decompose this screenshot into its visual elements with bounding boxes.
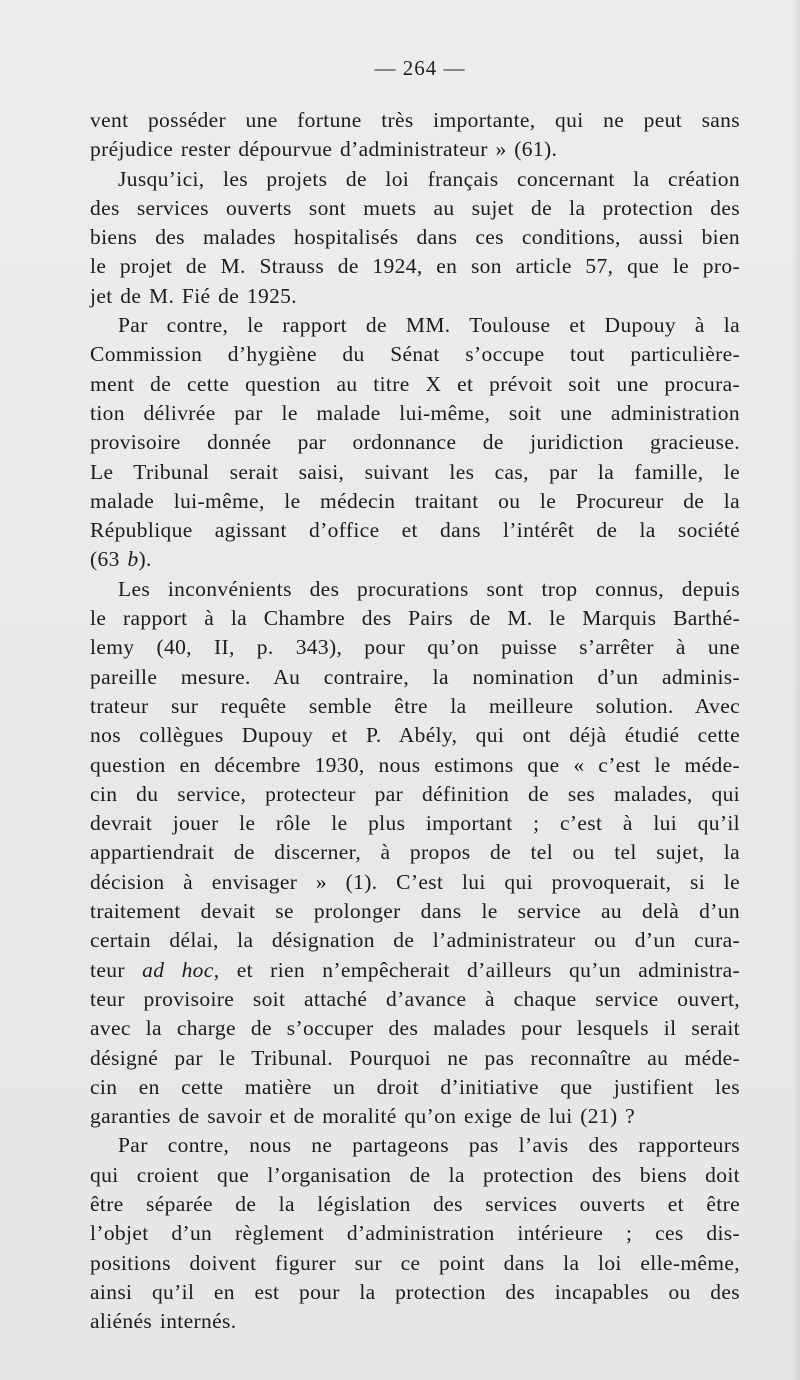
- text-line: qui croient que l’organisation de la protection des biens doit: [90, 1162, 740, 1187]
- text-line: appartiendrait de discerner, à propos de tel ou tel sujet, la: [90, 840, 740, 865]
- text-line: lemy (40, II, p. 343), pour qu’on puisse s’arrêter à une: [90, 635, 740, 660]
- text-line: cin en cette matière un droit d’initiative que justifient les: [90, 1074, 740, 1099]
- text-line: le projet de M. Strauss de 1924, en son article 57, que le pro-: [90, 254, 740, 279]
- text-line: traitement devait se prolonger dans le service au delà d’un: [90, 899, 740, 924]
- text-line: être séparée de la législation des services ouverts et être: [90, 1191, 740, 1216]
- text-line: biens des malades hospitalisés dans ces conditions, aussi bien: [90, 225, 740, 250]
- page-number: — 264 —: [374, 56, 466, 80]
- text-line: préjudice rester dépourvue d’administrateur » (61).: [90, 137, 558, 162]
- text-line: trateur sur requête semble être la meilleure solution. Avec: [90, 693, 740, 718]
- text-line: l’objet d’un règlement d’administration intérieure ; ces dis-: [90, 1221, 740, 1246]
- text-line: Jusqu’ici, les projets de loi français concernant la création: [118, 166, 740, 191]
- text-line: le rapport à la Chambre des Pairs de M. le Marquis Barthé-: [90, 606, 740, 631]
- text-line: positions doivent figurer sur ce point dans la loi elle-même,: [90, 1250, 740, 1275]
- text-line: (63 b).: [90, 547, 152, 572]
- text-line: Les inconvénients des procurations sont trop connus, depuis: [118, 576, 740, 601]
- text-line: avec la charge de s’occuper des malades pour lesquels il serait: [90, 1016, 740, 1041]
- text-line: Par contre, nous ne partageons pas l’avis des rapporteurs: [118, 1133, 740, 1158]
- text-line: Commission d’hygiène du Sénat s’occupe tout particulière-: [90, 342, 740, 367]
- text-line: des services ouverts sont muets au sujet de la protection des: [90, 195, 740, 220]
- text-line: question en décembre 1930, nous estimons que « c’est le méde-: [90, 752, 740, 777]
- text-line: ment de cette question au titre X et prévoit soit une procura-: [90, 371, 740, 396]
- text-line: pareille mesure. Au contraire, la nomination d’un adminis-: [90, 664, 740, 689]
- text-line: décision à envisager » (1). C’est lui qui provoquerait, si le: [90, 869, 740, 894]
- text-line: Le Tribunal serait saisi, suivant les cas, par la famille, le: [90, 459, 740, 484]
- text-line: teur ad hoc, et rien n’empêcherait d’ailleurs qu’un administra-: [90, 957, 740, 982]
- page-edge-shadow: [792, 0, 800, 1380]
- body-text: [90, 106, 740, 1336]
- text-line: teur provisoire soit attaché d’avance à chaque service ouvert,: [90, 986, 740, 1011]
- text-line: provisoire donnée par ordonnance de juridiction gracieuse.: [90, 430, 740, 455]
- text-line: ainsi qu’il en est pour la protection des incapables ou des: [90, 1279, 740, 1304]
- text-line: certain délai, la désignation de l’administrateur ou d’un cura-: [90, 928, 740, 953]
- text-line: jet de M. Fié de 1925.: [90, 283, 297, 308]
- text-line: nos collègues Dupouy et P. Abély, qui ont déjà étudié cette: [90, 723, 740, 748]
- text-line: désigné par le Tribunal. Pourquoi ne pas reconnaître au méde-: [90, 1045, 740, 1070]
- text-line: aliénés internés.: [90, 1309, 237, 1334]
- text-line: vent posséder une fortune très importante, qui ne peut sans: [90, 108, 740, 132]
- text-line: malade lui-même, le médecin traitant ou le Procureur de la: [90, 488, 740, 513]
- text-line: garanties de savoir et de moralité qu’on exige de lui (21) ?: [90, 1104, 636, 1129]
- text-line: cin du service, protecteur par définition de ses malades, qui: [90, 781, 740, 806]
- text-line: République agissant d’office et dans l’intérêt de la société: [90, 518, 740, 543]
- text-line: devrait jouer le rôle le plus important ; c’est à lui qu’il: [90, 811, 740, 836]
- text-line: Par contre, le rapport de MM. Toulouse et Dupouy à la: [118, 313, 740, 338]
- text-line: tion délivrée par le malade lui-même, soit une administration: [90, 400, 740, 425]
